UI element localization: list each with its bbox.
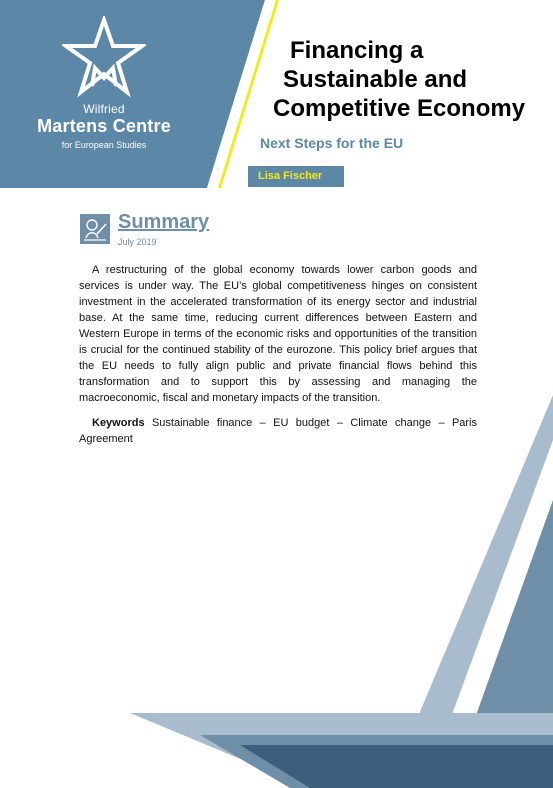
title-line-3: Competitive Economy: [273, 95, 526, 122]
logo-name-top: Wilfried: [83, 102, 125, 116]
summary-paragraph: A restructuring of the global economy towards lower carbon goods and services is under way. The EU’s global competitiveness hinges on consistent investment in the accelerated transformation of its energy sector and industrial base. At the same time, reducing current differences between Eastern and Western Europe in terms of the economic risks and opportunities of the transition is crucial for the continued stability of the eurozone. This policy brief argues that the EU needs to fully align public and private financial flows behind this transformation and to support this by assessing and managing the macroeconomic, fiscal and monetary impacts of the transition.: [79, 264, 477, 404]
logo-name-sub: for European Studies: [61, 140, 147, 150]
martens-centre-logo: [14, 16, 194, 156]
keywords-label: Keywords: [92, 417, 145, 429]
document-title: [240, 36, 540, 123]
author-name: Lisa Fischer: [258, 170, 323, 182]
star-person-icon: [62, 16, 146, 100]
summary-heading: Summary: [118, 211, 210, 233]
title-line-1: Financing a: [290, 37, 424, 64]
title-line-2: Sustainable and: [283, 66, 468, 93]
author-badge: [248, 166, 344, 187]
author-sketch-icon: [80, 214, 110, 244]
logo-name-main: Martens Centre: [37, 116, 171, 136]
keywords-text: Sustainable finance – EU budget – Climate change – Paris Agreement: [79, 417, 477, 445]
summary-body: [79, 262, 477, 406]
document-subtitle: Next Steps for the EU: [260, 135, 404, 151]
summary-date: July 2019: [118, 237, 157, 247]
keywords-line: [79, 415, 477, 447]
